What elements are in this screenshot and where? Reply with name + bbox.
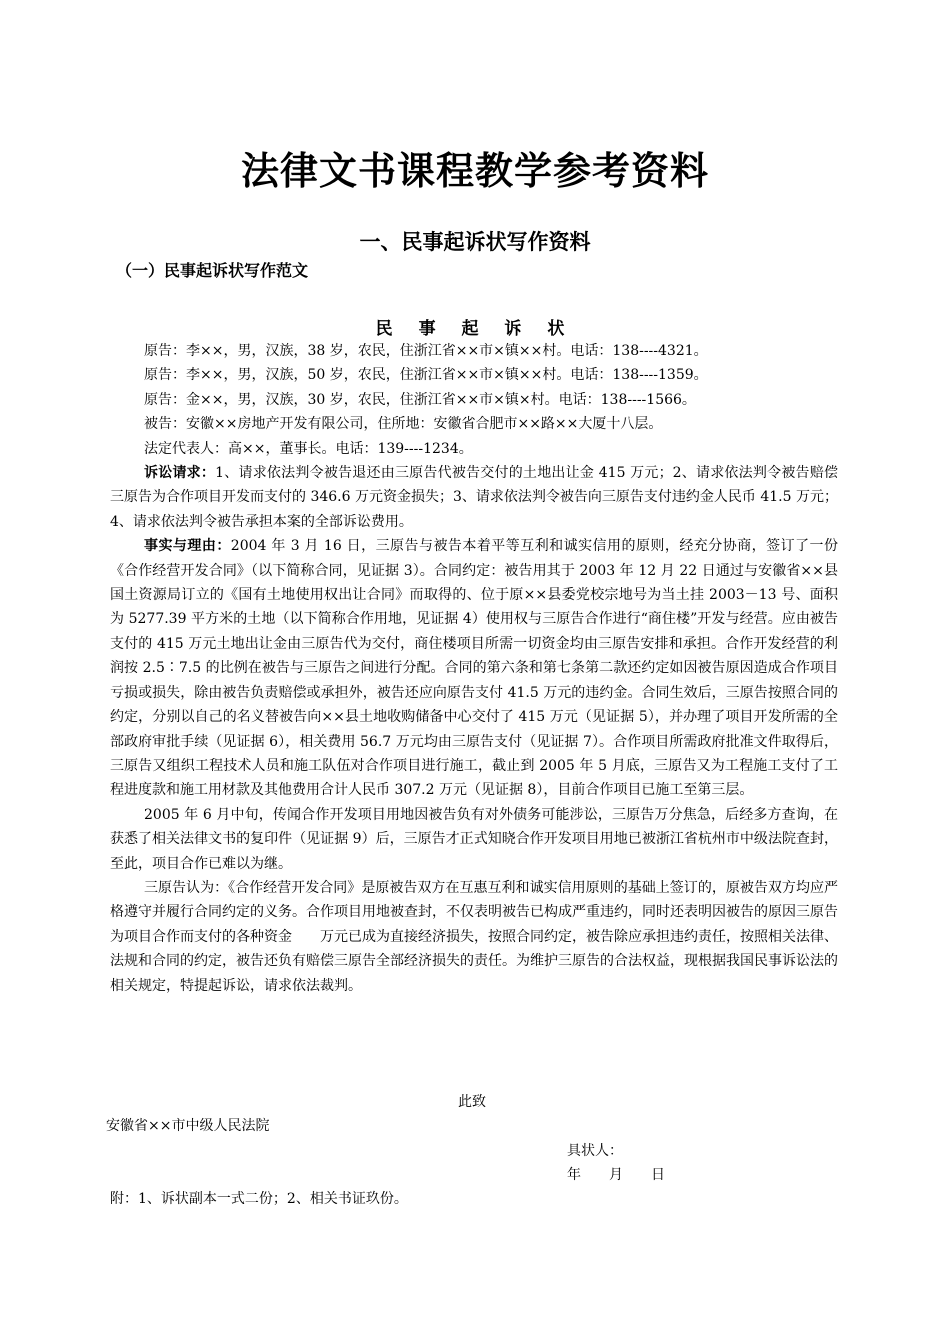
section-heading: 一、民事起诉状写作资料 (359, 230, 591, 254)
complaint-title: 民 事 起 诉 状 (375, 319, 575, 339)
date-line: 年 月 日 (567, 1167, 665, 1183)
paragraph-2: 2005 年 6 月中旬，传闻合作开发项目用地因被告负有对外债务可能涉讼，三原告万分焦急，后经多方查询，在获悉了相关法律文书的复印件（见证据 9）后，三原告才正式知晓合作开发项目用地已被浙江省杭州市中级法院查封，至此，项目合作已难以为继。 (110, 806, 838, 872)
claims-paragraph (110, 461, 838, 534)
party-line: 法定代表人：高××，董事长。电话：139----1234。 (144, 440, 473, 457)
signer-label: 具状人： (567, 1143, 623, 1159)
party-line: 原告：金××，男，汉族，30 岁，农民，住浙江省××市×镇×村。电话：138----1566。 (144, 391, 696, 408)
subsection-heading: （一）民事起诉状写作范文 (116, 261, 309, 280)
party-line: 原告：李××，男，汉族，50 岁，农民，住浙江省××市×镇××村。电话：138----1359。 (144, 367, 708, 384)
facts-paragraph (110, 534, 838, 802)
cizhi: 此致 (458, 1094, 486, 1110)
page-title: 法律文书课程教学参考资料 (240, 149, 709, 193)
complaint-body (110, 339, 838, 998)
paragraph-3: 三原告认为：《合作经营开发合同》是原被告双方在互惠互利和诚实信用原则的基础上签订的，原被告双方均应严格遵守并履行合同约定的义务。合作项目用地被查封，不仅表明被告已构成严重违约，同时还表明因被告的原因三原告为项目合作而支付的各种资金 万元已成为直接经济损失，按照合同约定，被告除应承担违约责任，按照相关法律、法规和合同的约定，被告还负有赔偿三原告全部经济损失的责任。为维护三原告的合法权益，现根据我国民事诉讼法的相关规定，特提起诉讼，请求依法裁判。 (110, 879, 838, 994)
facts-text: 2004 年 3 月 16 日，三原告与被告本着平等互利和诚实信用的原则，经充分协商，签订了一份《合作经营开发合同》（以下简称合同，见证据 3）。合同约定：被告用其于 2003 年 12 月 22 日通过与安徽省××县国土资源局订立的《国有土地使用权出让合同》而取得的、位于原××县委党校宗地号为当土挂 2003－13 号、面积为 5277.39 平方米的土地（以下简称合作用地，见证据 4）使用权与三原告合作进行“商住楼”开发与经营。应由被告支付的 415 万元土地出让金由三原告代为交付，商住楼项目所需一切资金均由三原告安排和承担。合作开发经营的利润按 2.5∶7.5 的比例在被告与三原告之间进行分配。合同的第六条和第七条第二款还约定如因被告原因造成合作项目亏损或损失，除由被告负责赔偿或承担外，被告还应向原告支付 41.5 万元的违约金。合同生效后，三原告按照合同的约定，分别以自己的名义替被告向××县土地收购储备中心交付了 415 万元（见证据 5），并办理了项目开发所需的全部政府审批手续（见证据 6），相关费用 56.7 万元均由三原告支付（见证据 7）。合作项目所需政府批准文件取得后，三原告又组织工程技术人员和施工队伍对合作项目进行施工，截止到 2005 年 5 月底，三原告又为工程施工支付了工程进度款和施工用材款及其他费用合计人民币 307.2 万元（见证据 8），目前合作项目已施工至第三层。 (110, 538, 838, 799)
facts-label: 事实与理由： (144, 538, 231, 555)
court-name: 安徽省××市中级人民法院 (106, 1118, 270, 1134)
party-line: 被告：安徽××房地产开发有限公司，住所地：安徽省合肥市××路××大厦十八层。 (144, 416, 663, 433)
attachment-note: 附：1、诉状副本一式二份；2、相关书证玖份。 (110, 1191, 408, 1207)
claims-label: 诉讼请求： (144, 465, 216, 482)
claims-text: 1、请求依法判令被告退还由三原告代被告交付的土地出让金 415 万元；2、请求依法判令被告赔偿三原告为合作项目开发而支付的 346.6 万元资金损失；3、请求依法判令被告向三原告支付违约金人民币 41.5 万元；4、请求依法判令被告承担本案的全部诉讼费用。 (110, 465, 838, 530)
party-line: 原告：李××，男，汉族，38 岁，农民，住浙江省××市×镇××村。电话：138----4321。 (144, 343, 708, 359)
